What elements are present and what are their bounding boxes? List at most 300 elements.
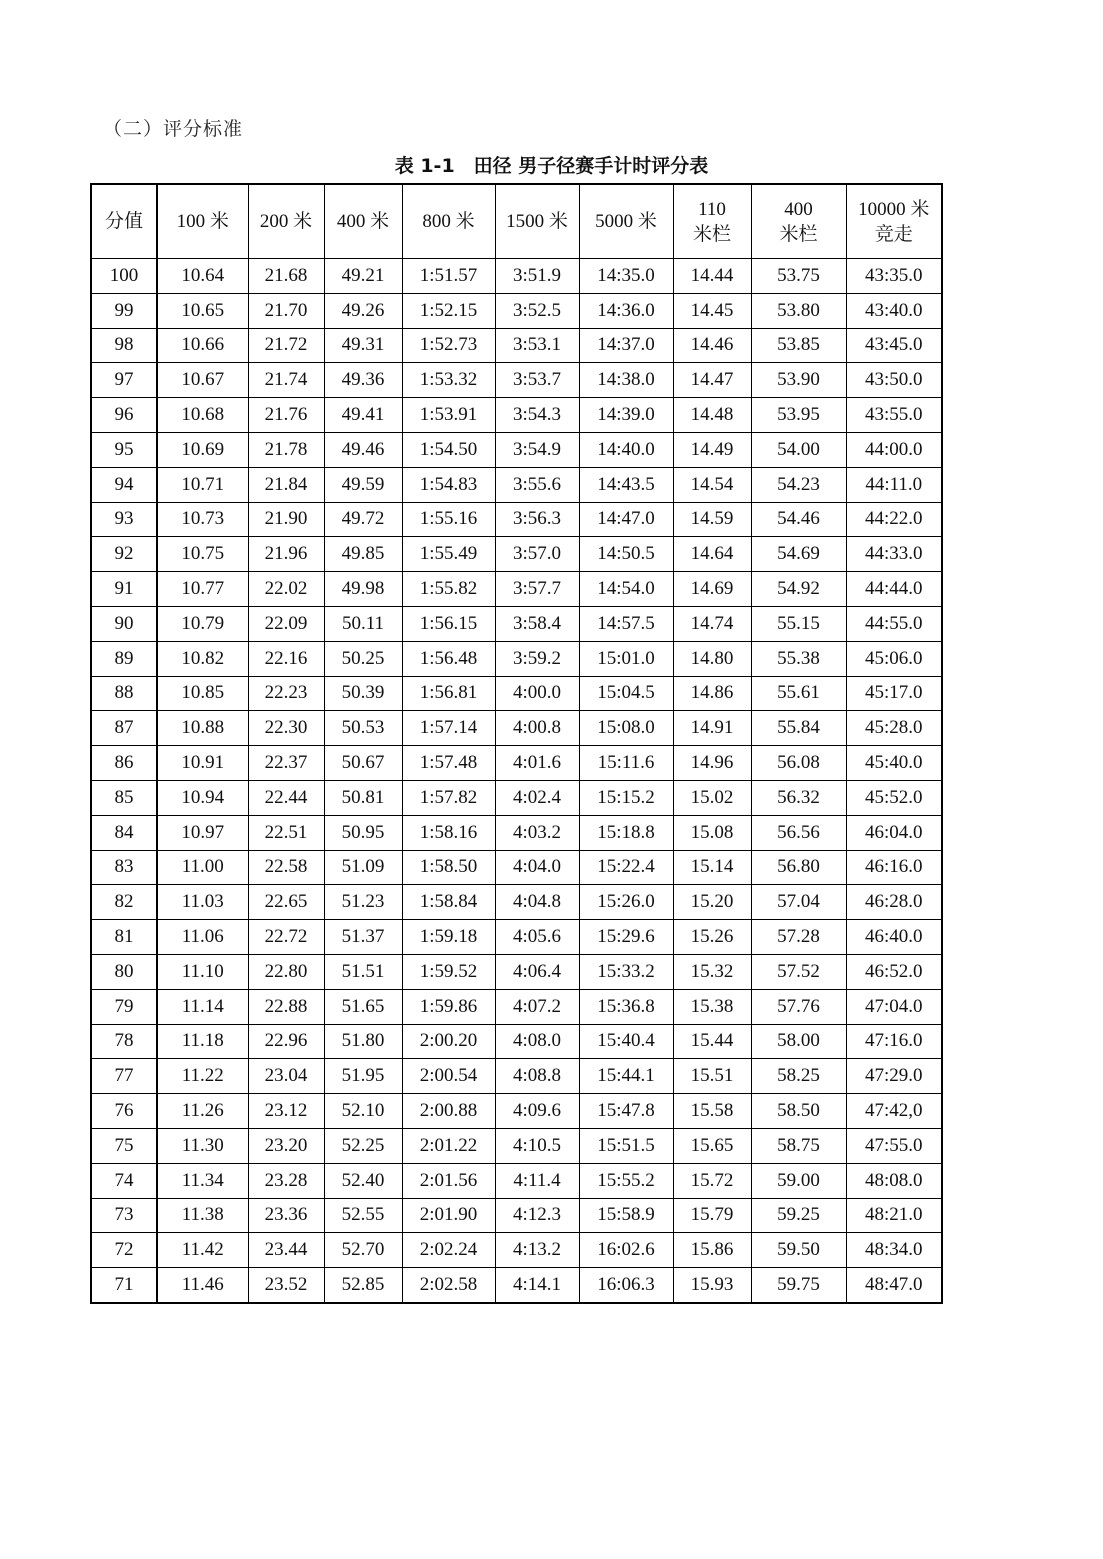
result-cell: 15:04.5 bbox=[579, 676, 673, 711]
result-cell: 1:52.73 bbox=[402, 328, 495, 363]
result-cell: 1:53.32 bbox=[402, 363, 495, 398]
result-cell: 3:58.4 bbox=[495, 606, 579, 641]
table-row bbox=[91, 711, 942, 746]
result-cell: 4:08.0 bbox=[495, 1024, 579, 1059]
result-cell: 4:00.8 bbox=[495, 711, 579, 746]
result-cell: 23.52 bbox=[248, 1268, 324, 1303]
result-cell: 22.80 bbox=[248, 954, 324, 989]
result-cell: 4:14.1 bbox=[495, 1268, 579, 1303]
table-row bbox=[91, 1128, 942, 1163]
result-cell: 14:47.0 bbox=[579, 502, 673, 537]
result-cell: 21.84 bbox=[248, 467, 324, 502]
result-cell: 45:17.0 bbox=[846, 676, 942, 711]
result-cell: 46:04.0 bbox=[846, 815, 942, 850]
result-cell: 11.30 bbox=[157, 1128, 248, 1163]
column-header-line: 10000 米 bbox=[858, 198, 930, 220]
result-cell: 14:39.0 bbox=[579, 398, 673, 433]
score-cell: 79 bbox=[91, 989, 157, 1024]
result-cell: 58.00 bbox=[751, 1024, 846, 1059]
result-cell: 3:53.1 bbox=[495, 328, 579, 363]
result-cell: 52.85 bbox=[324, 1268, 402, 1303]
result-cell: 59.75 bbox=[751, 1268, 846, 1303]
result-cell: 51.37 bbox=[324, 920, 402, 955]
result-cell: 14:35.0 bbox=[579, 259, 673, 294]
result-cell: 50.81 bbox=[324, 780, 402, 815]
result-cell: 56.32 bbox=[751, 780, 846, 815]
result-cell: 14:37.0 bbox=[579, 328, 673, 363]
result-cell: 50.95 bbox=[324, 815, 402, 850]
result-cell: 21.74 bbox=[248, 363, 324, 398]
result-cell: 56.56 bbox=[751, 815, 846, 850]
result-cell: 1:56.81 bbox=[402, 676, 495, 711]
table-row bbox=[91, 1024, 942, 1059]
result-cell: 14.44 bbox=[673, 259, 751, 294]
scoring-table bbox=[90, 183, 943, 1304]
result-cell: 14.86 bbox=[673, 676, 751, 711]
result-cell: 15.08 bbox=[673, 815, 751, 850]
result-cell: 43:50.0 bbox=[846, 363, 942, 398]
result-cell: 15.38 bbox=[673, 989, 751, 1024]
result-cell: 10.79 bbox=[157, 606, 248, 641]
result-cell: 1:55.49 bbox=[402, 537, 495, 572]
score-cell: 87 bbox=[91, 711, 157, 746]
table-row bbox=[91, 780, 942, 815]
result-cell: 14.48 bbox=[673, 398, 751, 433]
table-caption: 表 1-1 田径 男子径赛手计时评分表 bbox=[394, 155, 709, 177]
result-cell: 15:11.6 bbox=[579, 746, 673, 781]
result-cell: 4:04.8 bbox=[495, 885, 579, 920]
score-cell: 75 bbox=[91, 1128, 157, 1163]
result-cell: 22.23 bbox=[248, 676, 324, 711]
result-cell: 22.44 bbox=[248, 780, 324, 815]
score-cell: 95 bbox=[91, 432, 157, 467]
column-header bbox=[495, 184, 579, 259]
result-cell: 11.46 bbox=[157, 1268, 248, 1303]
result-cell: 3:56.3 bbox=[495, 502, 579, 537]
result-cell: 15.65 bbox=[673, 1128, 751, 1163]
column-header-line: 110 bbox=[698, 198, 726, 220]
table-row bbox=[91, 746, 942, 781]
result-cell: 44:00.0 bbox=[846, 432, 942, 467]
result-cell: 54.92 bbox=[751, 572, 846, 607]
result-cell: 45:52.0 bbox=[846, 780, 942, 815]
column-header bbox=[751, 184, 846, 259]
result-cell: 43:45.0 bbox=[846, 328, 942, 363]
table-row bbox=[91, 363, 942, 398]
result-cell: 22.51 bbox=[248, 815, 324, 850]
result-cell: 4:13.2 bbox=[495, 1233, 579, 1268]
result-cell: 45:06.0 bbox=[846, 641, 942, 676]
result-cell: 4:11.4 bbox=[495, 1163, 579, 1198]
result-cell: 3:59.2 bbox=[495, 641, 579, 676]
header-row bbox=[91, 184, 942, 259]
result-cell: 50.67 bbox=[324, 746, 402, 781]
result-cell: 21.96 bbox=[248, 537, 324, 572]
score-cell: 98 bbox=[91, 328, 157, 363]
result-cell: 15.79 bbox=[673, 1198, 751, 1233]
result-cell: 11.42 bbox=[157, 1233, 248, 1268]
result-cell: 52.25 bbox=[324, 1128, 402, 1163]
column-header-line: 400 bbox=[784, 198, 813, 220]
result-cell: 11.38 bbox=[157, 1198, 248, 1233]
result-cell: 2:02.24 bbox=[402, 1233, 495, 1268]
column-header-line: 400 米 bbox=[336, 211, 390, 232]
result-cell: 4:06.4 bbox=[495, 954, 579, 989]
result-cell: 49.98 bbox=[324, 572, 402, 607]
table-row bbox=[91, 1059, 942, 1094]
result-cell: 4:05.6 bbox=[495, 920, 579, 955]
result-cell: 50.53 bbox=[324, 711, 402, 746]
result-cell: 11.06 bbox=[157, 920, 248, 955]
table-body bbox=[91, 259, 942, 1303]
result-cell: 21.70 bbox=[248, 293, 324, 328]
result-cell: 55.61 bbox=[751, 676, 846, 711]
result-cell: 3:57.7 bbox=[495, 572, 579, 607]
table-header bbox=[91, 184, 942, 259]
result-cell: 14.91 bbox=[673, 711, 751, 746]
score-cell: 94 bbox=[91, 467, 157, 502]
result-cell: 15:01.0 bbox=[579, 641, 673, 676]
result-cell: 49.72 bbox=[324, 502, 402, 537]
result-cell: 51.09 bbox=[324, 850, 402, 885]
result-cell: 2:01.90 bbox=[402, 1198, 495, 1233]
result-cell: 11.34 bbox=[157, 1163, 248, 1198]
result-cell: 50.11 bbox=[324, 606, 402, 641]
result-cell: 48:47.0 bbox=[846, 1268, 942, 1303]
result-cell: 11.14 bbox=[157, 989, 248, 1024]
result-cell: 1:57.48 bbox=[402, 746, 495, 781]
column-header-line: 米栏 bbox=[692, 223, 731, 245]
result-cell: 3:55.6 bbox=[495, 467, 579, 502]
score-cell: 77 bbox=[91, 1059, 157, 1094]
score-cell: 90 bbox=[91, 606, 157, 641]
result-cell: 2:02.58 bbox=[402, 1268, 495, 1303]
result-cell: 15:18.8 bbox=[579, 815, 673, 850]
score-cell: 88 bbox=[91, 676, 157, 711]
result-cell: 22.58 bbox=[248, 850, 324, 885]
column-header-line: 100 米 bbox=[176, 211, 229, 232]
result-cell: 51.80 bbox=[324, 1024, 402, 1059]
result-cell: 10.64 bbox=[157, 259, 248, 294]
result-cell: 44:44.0 bbox=[846, 572, 942, 607]
table-row bbox=[91, 1268, 942, 1303]
result-cell: 4:09.6 bbox=[495, 1094, 579, 1129]
score-cell: 89 bbox=[91, 641, 157, 676]
result-cell: 47:04.0 bbox=[846, 989, 942, 1024]
result-cell: 1:55.16 bbox=[402, 502, 495, 537]
table-row bbox=[91, 293, 942, 328]
result-cell: 11.00 bbox=[157, 850, 248, 885]
result-cell: 15:40.4 bbox=[579, 1024, 673, 1059]
result-cell: 14:54.0 bbox=[579, 572, 673, 607]
result-cell: 54.23 bbox=[751, 467, 846, 502]
score-cell: 93 bbox=[91, 502, 157, 537]
result-cell: 16:06.3 bbox=[579, 1268, 673, 1303]
column-header-line: 分值 bbox=[104, 211, 143, 232]
result-cell: 15:36.8 bbox=[579, 989, 673, 1024]
result-cell: 1:58.84 bbox=[402, 885, 495, 920]
result-cell: 15:22.4 bbox=[579, 850, 673, 885]
score-cell: 85 bbox=[91, 780, 157, 815]
result-cell: 10.88 bbox=[157, 711, 248, 746]
result-cell: 14.49 bbox=[673, 432, 751, 467]
score-cell: 96 bbox=[91, 398, 157, 433]
result-cell: 23.28 bbox=[248, 1163, 324, 1198]
result-cell: 14:43.5 bbox=[579, 467, 673, 502]
result-cell: 14:40.0 bbox=[579, 432, 673, 467]
result-cell: 52.40 bbox=[324, 1163, 402, 1198]
result-cell: 44:33.0 bbox=[846, 537, 942, 572]
result-cell: 15.14 bbox=[673, 850, 751, 885]
result-cell: 51.51 bbox=[324, 954, 402, 989]
column-header bbox=[324, 184, 402, 259]
result-cell: 14.64 bbox=[673, 537, 751, 572]
result-cell: 14.69 bbox=[673, 572, 751, 607]
table-row bbox=[91, 1233, 942, 1268]
result-cell: 50.25 bbox=[324, 641, 402, 676]
result-cell: 22.02 bbox=[248, 572, 324, 607]
result-cell: 59.25 bbox=[751, 1198, 846, 1233]
result-cell: 15.02 bbox=[673, 780, 751, 815]
column-header bbox=[157, 184, 248, 259]
result-cell: 21.72 bbox=[248, 328, 324, 363]
score-cell: 84 bbox=[91, 815, 157, 850]
result-cell: 11.03 bbox=[157, 885, 248, 920]
column-header bbox=[846, 184, 942, 259]
table-row bbox=[91, 606, 942, 641]
column-header bbox=[673, 184, 751, 259]
column-header bbox=[402, 184, 495, 259]
result-cell: 4:07.2 bbox=[495, 989, 579, 1024]
result-cell: 10.68 bbox=[157, 398, 248, 433]
result-cell: 15:29.6 bbox=[579, 920, 673, 955]
result-cell: 15:55.2 bbox=[579, 1163, 673, 1198]
result-cell: 23.04 bbox=[248, 1059, 324, 1094]
result-cell: 1:55.82 bbox=[402, 572, 495, 607]
result-cell: 15:15.2 bbox=[579, 780, 673, 815]
result-cell: 14:38.0 bbox=[579, 363, 673, 398]
result-cell: 15.93 bbox=[673, 1268, 751, 1303]
result-cell: 49.46 bbox=[324, 432, 402, 467]
result-cell: 11.10 bbox=[157, 954, 248, 989]
score-cell: 74 bbox=[91, 1163, 157, 1198]
result-cell: 46:28.0 bbox=[846, 885, 942, 920]
table-row bbox=[91, 641, 942, 676]
result-cell: 49.85 bbox=[324, 537, 402, 572]
result-cell: 55.38 bbox=[751, 641, 846, 676]
result-cell: 48:21.0 bbox=[846, 1198, 942, 1233]
result-cell: 10.85 bbox=[157, 676, 248, 711]
result-cell: 3:52.5 bbox=[495, 293, 579, 328]
result-cell: 16:02.6 bbox=[579, 1233, 673, 1268]
result-cell: 48:34.0 bbox=[846, 1233, 942, 1268]
result-cell: 10.69 bbox=[157, 432, 248, 467]
result-cell: 10.97 bbox=[157, 815, 248, 850]
result-cell: 1:58.50 bbox=[402, 850, 495, 885]
result-cell: 56.08 bbox=[751, 746, 846, 781]
result-cell: 10.77 bbox=[157, 572, 248, 607]
table-row bbox=[91, 676, 942, 711]
result-cell: 3:53.7 bbox=[495, 363, 579, 398]
result-cell: 1:56.15 bbox=[402, 606, 495, 641]
score-cell: 100 bbox=[91, 259, 157, 294]
result-cell: 54.00 bbox=[751, 432, 846, 467]
result-cell: 49.41 bbox=[324, 398, 402, 433]
table-row bbox=[91, 850, 942, 885]
result-cell: 15.44 bbox=[673, 1024, 751, 1059]
result-cell: 49.31 bbox=[324, 328, 402, 363]
table-row bbox=[91, 920, 942, 955]
result-cell: 1:51.57 bbox=[402, 259, 495, 294]
result-cell: 22.30 bbox=[248, 711, 324, 746]
result-cell: 59.50 bbox=[751, 1233, 846, 1268]
result-cell: 45:28.0 bbox=[846, 711, 942, 746]
score-cell: 81 bbox=[91, 920, 157, 955]
result-cell: 15.20 bbox=[673, 885, 751, 920]
result-cell: 4:01.6 bbox=[495, 746, 579, 781]
result-cell: 21.68 bbox=[248, 259, 324, 294]
result-cell: 53.95 bbox=[751, 398, 846, 433]
result-cell: 47:55.0 bbox=[846, 1128, 942, 1163]
result-cell: 53.80 bbox=[751, 293, 846, 328]
result-cell: 22.37 bbox=[248, 746, 324, 781]
table-row bbox=[91, 432, 942, 467]
result-cell: 14.96 bbox=[673, 746, 751, 781]
result-cell: 14:57.5 bbox=[579, 606, 673, 641]
result-cell: 54.46 bbox=[751, 502, 846, 537]
column-header-line: 5000 米 bbox=[595, 211, 657, 232]
result-cell: 53.85 bbox=[751, 328, 846, 363]
result-cell: 57.52 bbox=[751, 954, 846, 989]
result-cell: 10.94 bbox=[157, 780, 248, 815]
column-header bbox=[248, 184, 324, 259]
result-cell: 57.28 bbox=[751, 920, 846, 955]
result-cell: 15.26 bbox=[673, 920, 751, 955]
result-cell: 47:29.0 bbox=[846, 1059, 942, 1094]
result-cell: 3:57.0 bbox=[495, 537, 579, 572]
result-cell: 15.51 bbox=[673, 1059, 751, 1094]
result-cell: 4:00.0 bbox=[495, 676, 579, 711]
score-cell: 83 bbox=[91, 850, 157, 885]
result-cell: 43:55.0 bbox=[846, 398, 942, 433]
result-cell: 21.78 bbox=[248, 432, 324, 467]
result-cell: 14.46 bbox=[673, 328, 751, 363]
section-heading: （二）评分标准 bbox=[103, 118, 244, 140]
result-cell: 14:36.0 bbox=[579, 293, 673, 328]
table-row bbox=[91, 328, 942, 363]
score-cell: 76 bbox=[91, 1094, 157, 1129]
result-cell: 1:53.91 bbox=[402, 398, 495, 433]
result-cell: 23.20 bbox=[248, 1128, 324, 1163]
result-cell: 10.65 bbox=[157, 293, 248, 328]
result-cell: 57.04 bbox=[751, 885, 846, 920]
result-cell: 22.96 bbox=[248, 1024, 324, 1059]
table-row bbox=[91, 1163, 942, 1198]
result-cell: 4:03.2 bbox=[495, 815, 579, 850]
result-cell: 10.66 bbox=[157, 328, 248, 363]
result-cell: 10.67 bbox=[157, 363, 248, 398]
score-cell: 73 bbox=[91, 1198, 157, 1233]
result-cell: 1:54.83 bbox=[402, 467, 495, 502]
table-row bbox=[91, 1094, 942, 1129]
result-cell: 15.32 bbox=[673, 954, 751, 989]
column-header-line: 米栏 bbox=[779, 223, 818, 245]
result-cell: 49.26 bbox=[324, 293, 402, 328]
score-cell: 92 bbox=[91, 537, 157, 572]
table-row bbox=[91, 885, 942, 920]
column-header bbox=[91, 184, 157, 259]
table-row bbox=[91, 1198, 942, 1233]
result-cell: 51.95 bbox=[324, 1059, 402, 1094]
column-header-line: 200 米 bbox=[259, 211, 313, 232]
result-cell: 3:51.9 bbox=[495, 259, 579, 294]
result-cell: 43:35.0 bbox=[846, 259, 942, 294]
result-cell: 53.90 bbox=[751, 363, 846, 398]
result-cell: 52.10 bbox=[324, 1094, 402, 1129]
score-cell: 78 bbox=[91, 1024, 157, 1059]
result-cell: 22.65 bbox=[248, 885, 324, 920]
result-cell: 11.22 bbox=[157, 1059, 248, 1094]
result-cell: 59.00 bbox=[751, 1163, 846, 1198]
result-cell: 52.55 bbox=[324, 1198, 402, 1233]
result-cell: 51.23 bbox=[324, 885, 402, 920]
result-cell: 2:00.54 bbox=[402, 1059, 495, 1094]
result-cell: 4:04.0 bbox=[495, 850, 579, 885]
result-cell: 10.73 bbox=[157, 502, 248, 537]
result-cell: 1:59.52 bbox=[402, 954, 495, 989]
score-cell: 97 bbox=[91, 363, 157, 398]
result-cell: 43:40.0 bbox=[846, 293, 942, 328]
result-cell: 14.54 bbox=[673, 467, 751, 502]
result-cell: 15.72 bbox=[673, 1163, 751, 1198]
result-cell: 10.71 bbox=[157, 467, 248, 502]
result-cell: 1:59.18 bbox=[402, 920, 495, 955]
result-cell: 1:58.16 bbox=[402, 815, 495, 850]
table-row bbox=[91, 572, 942, 607]
result-cell: 14.47 bbox=[673, 363, 751, 398]
result-cell: 4:10.5 bbox=[495, 1128, 579, 1163]
result-cell: 10.75 bbox=[157, 537, 248, 572]
score-cell: 71 bbox=[91, 1268, 157, 1303]
column-header-line: 800 米 bbox=[422, 211, 475, 232]
score-cell: 86 bbox=[91, 746, 157, 781]
table-row bbox=[91, 537, 942, 572]
result-cell: 14.80 bbox=[673, 641, 751, 676]
result-cell: 3:54.9 bbox=[495, 432, 579, 467]
result-cell: 54.69 bbox=[751, 537, 846, 572]
result-cell: 15:08.0 bbox=[579, 711, 673, 746]
result-cell: 15:58.9 bbox=[579, 1198, 673, 1233]
score-cell: 80 bbox=[91, 954, 157, 989]
result-cell: 15:51.5 bbox=[579, 1128, 673, 1163]
column-header-line: 1500 米 bbox=[506, 211, 568, 232]
result-cell: 1:59.86 bbox=[402, 989, 495, 1024]
result-cell: 15.86 bbox=[673, 1233, 751, 1268]
result-cell: 58.75 bbox=[751, 1128, 846, 1163]
result-cell: 22.16 bbox=[248, 641, 324, 676]
result-cell: 55.84 bbox=[751, 711, 846, 746]
result-cell: 1:54.50 bbox=[402, 432, 495, 467]
result-cell: 21.90 bbox=[248, 502, 324, 537]
result-cell: 22.09 bbox=[248, 606, 324, 641]
result-cell: 49.36 bbox=[324, 363, 402, 398]
result-cell: 48:08.0 bbox=[846, 1163, 942, 1198]
result-cell: 15:47.8 bbox=[579, 1094, 673, 1129]
result-cell: 49.59 bbox=[324, 467, 402, 502]
result-cell: 21.76 bbox=[248, 398, 324, 433]
result-cell: 14.45 bbox=[673, 293, 751, 328]
result-cell: 11.26 bbox=[157, 1094, 248, 1129]
